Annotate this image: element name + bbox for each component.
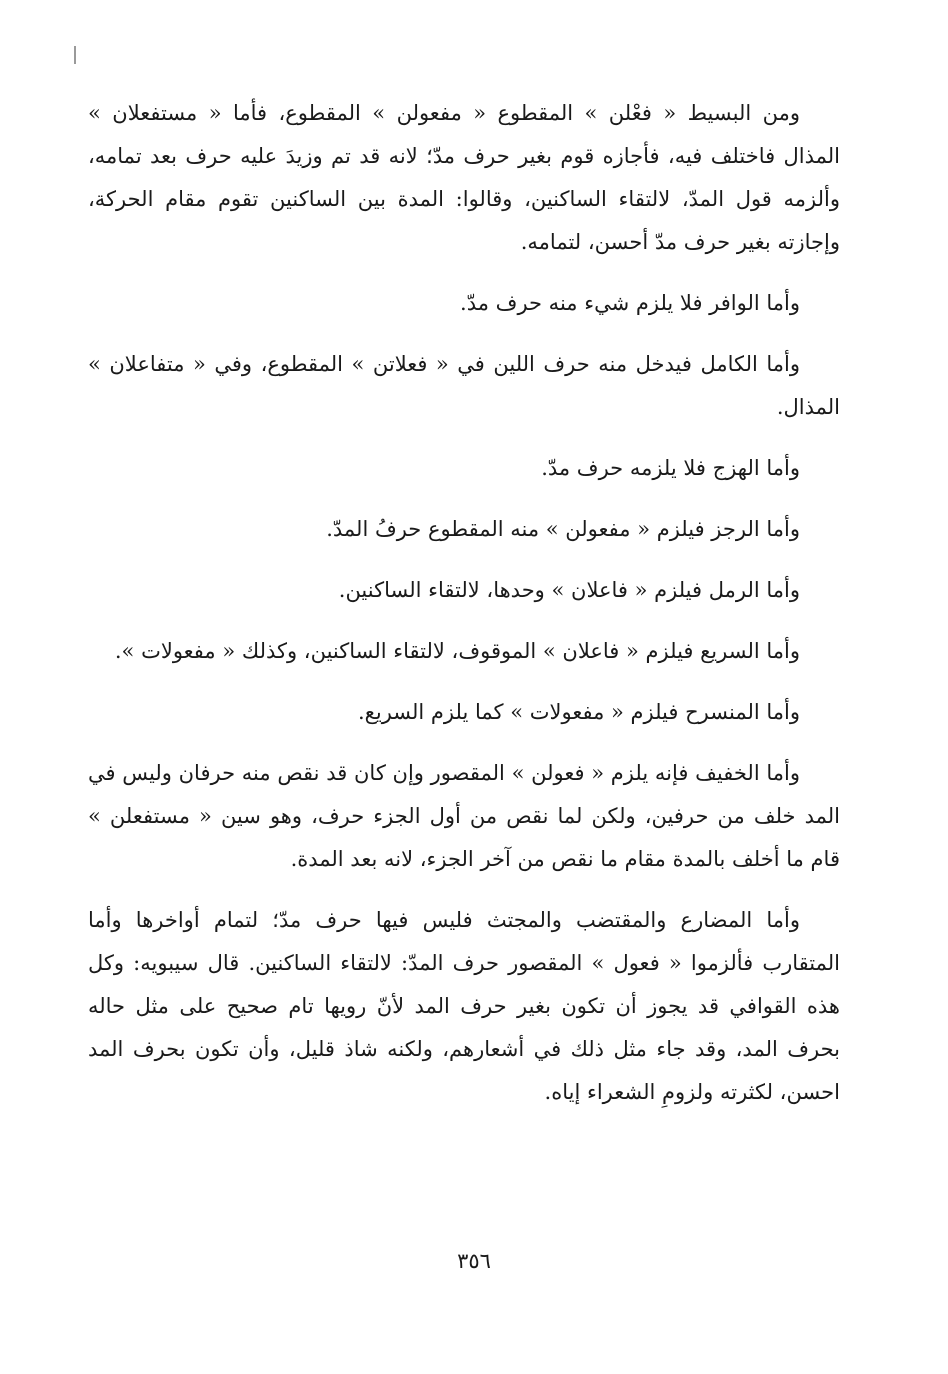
- paragraph-khafif: وأما الخفيف فإنه يلزم « فعولن » المقصور وإن كان قد نقص منه حرفان وليس في المد خلف من حرفين، ولكن لما نقص من أول الجزء حرف، وهو سين « مستفعلن » قام ما أخلف بالمدة مقام ما نقص من آخر الجزء، لانه بعد المدة.: [88, 761, 840, 871]
- paragraph-munsarih: وأما المنسرح فيلزم « مفعولات » كما يلزم السريع.: [358, 700, 800, 724]
- paragraph-basit: ومن البسيط « فعْلن » المقطوع « مفعولن » المقطوع، فأما « مستفعلان » المذال فاختلف فيه، فأجازه قوم بغير حرف مدّ؛ لانه قد تم وزيدَ عليه حرف بعد تمامه، وألزمه قول المدّ، لالتقاء الساكنين، وقالوا: المدة بين الساكنين تقوم مقام الحركة، وإجازته بغير حرف مدّ أحسن، لتمامه.: [88, 101, 840, 254]
- page-body: [88, 92, 840, 1132]
- paragraph-rajaz: وأما الرجز فيلزم « مفعولن » منه المقطوع حرفُ المدّ.: [326, 517, 800, 541]
- paragraph-sari: وأما السريع فيلزم « فاعلان » الموقوف، لالتقاء الساكنين، وكذلك « مفعولات ».: [114, 639, 800, 663]
- margin-mark: [74, 46, 76, 64]
- paragraph-wafir: وأما الوافر فلا يلزم شيء منه حرف مدّ.: [460, 291, 800, 315]
- page-number: ٣٥٦: [457, 1249, 491, 1273]
- paragraph-kamil: وأما الكامل فيدخل منه حرف اللين في « فعلاتن » المقطوع، وفي « متفاعلان » المذال.: [88, 352, 840, 419]
- paragraph-mudari-mutaqarib: وأما المضارع والمقتضب والمجتث فليس فيها حرف مدّ؛ لتمام أواخرها وأما المتقارب فألزموا « فعول » المقصور حرف المدّ: لالتقاء الساكنين. قال سيبويه: وكل هذه القوافي قد يجوز أن تكون بغير حرف المد لأنّ رويها تام صحيح على مثل حاله بحرف المد، وقد جاء مثل ذلك في أشعارهم، ولكنه شاذ قليل، وأن تكون بحرف المد احسن، لكثرته ولزومِ الشعراء إياه.: [88, 908, 840, 1104]
- paragraph-ramal: وأما الرمل فيلزم « فاعلان » وحدها، لالتقاء الساكنين.: [338, 578, 800, 602]
- paragraph-hazaj: وأما الهزج فلا يلزمه حرف مدّ.: [541, 456, 800, 480]
